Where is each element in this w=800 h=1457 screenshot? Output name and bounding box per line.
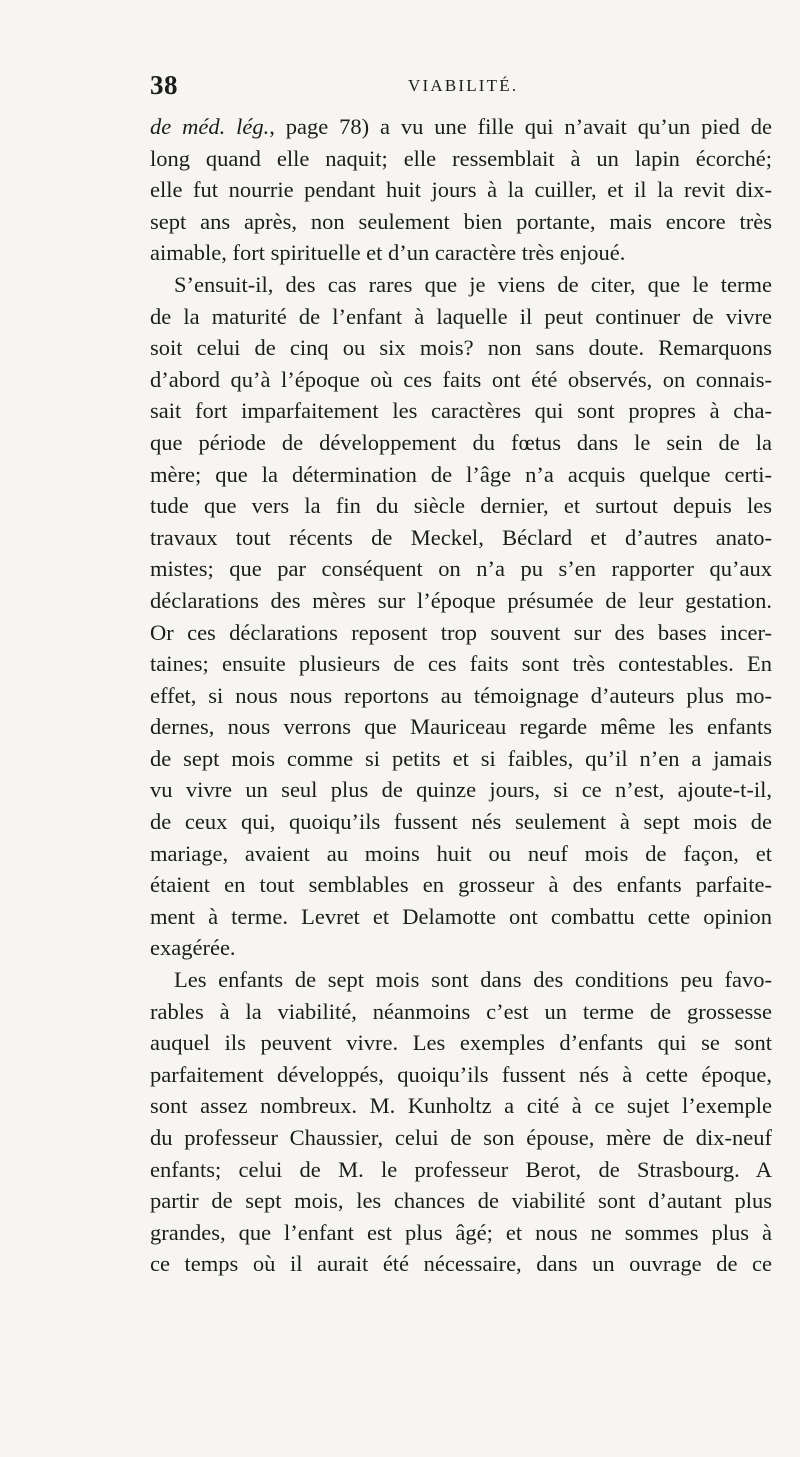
text-line: elle fut nourrie pendant huit jours à la cuiller, et il la revit dix- <box>150 177 772 203</box>
text-line: Or ces déclarations reposent trop souvent sur des bases incer- <box>150 619 772 645</box>
text-line: tude que vers la fin du siècle dernier, et surtout depuis les <box>150 493 772 519</box>
text-line: ment à terme. Levret et Delamotte ont combattu cette opinion <box>150 903 772 929</box>
text-line: partir de sept mois, les chances de viabilité sont d’autant plus <box>150 1188 772 1214</box>
text-line: étaient en tout semblables en grosseur à des enfants parfaite- <box>150 872 772 898</box>
text-line: taines; ensuite plusieurs de ces faits sont très contestables. En <box>150 651 772 677</box>
text-line: de la maturité de l’enfant à laquelle il peut continuer de vivre <box>150 303 772 329</box>
text-line <box>150 111 772 143</box>
text-line: long quand elle naquit; elle ressemblait à un lapin écorché; <box>150 145 772 171</box>
text-line: grandes, que l’enfant est plus âgé; et nous ne sommes plus à <box>150 1219 772 1245</box>
text-line: mistes; que par conséquent on n’a pu s’en rapporter qu’aux <box>150 556 772 582</box>
text-line: ce temps où il aurait été nécessaire, dans un ouvrage de ce <box>150 1251 772 1277</box>
text-line: exagérée. <box>150 935 236 961</box>
text-line: du professeur Chaussier, celui de son épouse, mère de dix-neuf <box>150 1125 772 1150</box>
text-line: travaux tout récents de Meckel, Béclard et d’autres anato- <box>150 524 772 550</box>
text-line: effet, si nous nous reportons au témoignage d’auteurs plus mo- <box>150 682 772 708</box>
running-head: VIABILITÉ. <box>408 76 519 95</box>
text-line: Les enfants de sept mois sont dans des conditions peu favo- <box>174 967 772 993</box>
citation-italic: de méd. lég. <box>150 114 270 139</box>
text-line: sont assez nombreux. M. Kunholtz a cité à ce sujet l’exemple <box>150 1093 772 1119</box>
text-line: sept ans après, non seulement bien portante, mais encore très <box>150 208 772 234</box>
text-line: mère; que la détermination de l’âge n’a acquis quelque certi- <box>150 461 772 487</box>
text-line: rables à la viabilité, néanmoins c’est un terme de grossesse <box>150 998 772 1024</box>
text-line: parfaitement développés, quoiqu’ils fussent nés à cette époque, <box>150 1061 772 1087</box>
page-number: 38 <box>150 70 178 100</box>
text-line: mariage, avaient au moins huit ou neuf mois de façon, et <box>150 840 772 866</box>
text-line: sait fort imparfaitement les caractères qui sont propres à cha- <box>150 398 772 424</box>
text-line-rest: , page 78) a vu une fille qui n’avait qu’un pied de <box>269 114 773 139</box>
text-line: déclarations des mères sur l’époque présumée de leur gestation. <box>150 587 772 613</box>
text-line: S’ensuit-il, des cas rares que je viens de citer, que le terme <box>174 271 772 297</box>
text-line: soit celui de cinq ou six mois? non sans doute. Remarquons <box>150 335 772 361</box>
text-line: aimable, fort spirituelle et d’un caractère très enjoué. <box>150 240 626 266</box>
page-header <box>150 70 710 106</box>
text-line: dernes, nous verrons que Mauriceau regarde même les enfants <box>150 714 772 740</box>
text-line: enfants; celui de M. le professeur Berot, de Strasbourg. A <box>150 1156 772 1182</box>
text-line: auquel ils peuvent vivre. Les exemples d’enfants qui se sont <box>150 1030 772 1056</box>
text-line: de ceux qui, quoiqu’ils fussent nés seulement à sept mois de <box>150 809 772 835</box>
body-text <box>150 111 772 1280</box>
text-line: que période de développement du fœtus dans le sein de la <box>150 429 772 455</box>
text-line: de sept mois comme si petits et si faibles, qu’il n’en a jamais <box>150 745 772 771</box>
text-line: vu vivre un seul plus de quinze jours, si ce n’est, ajoute-t-il, <box>150 777 772 803</box>
text-line: d’abord qu’à l’époque où ces faits ont été observés, on connais- <box>150 366 772 392</box>
